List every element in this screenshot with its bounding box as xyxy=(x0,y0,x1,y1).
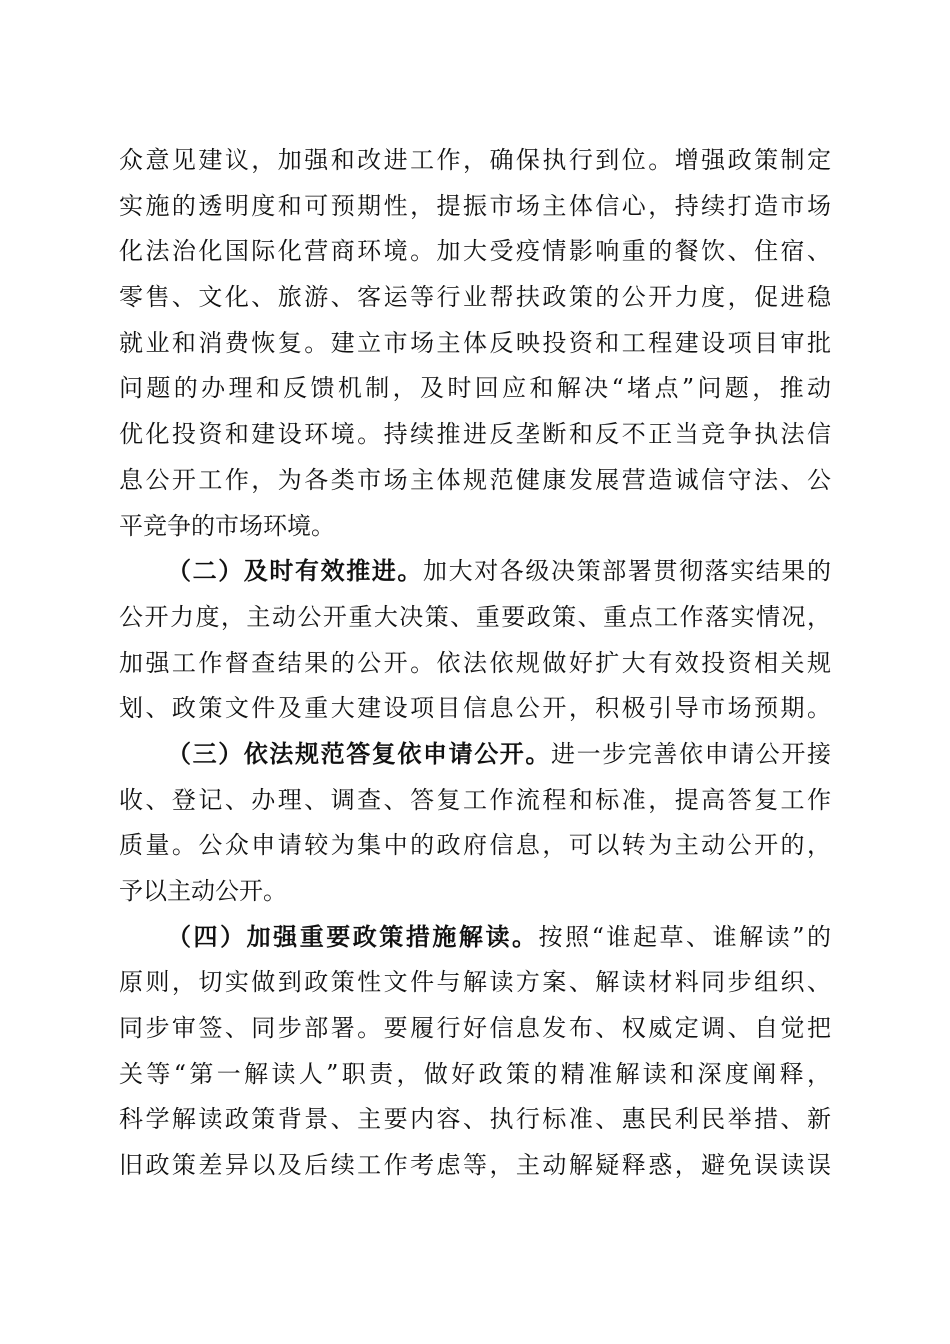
section-heading: （四）加强重要政策措施解读。 xyxy=(167,922,539,951)
text-line: 息公开工作，为各类市场主体规范健康发展营造诚信守法、公 xyxy=(119,465,831,494)
text-line: 加强工作督查结果的公开。依法依规做好扩大有效投资相关规 xyxy=(119,648,831,677)
text-line: 问题的办理和反馈机制，及时回应和解决“堵点”问题，推动 xyxy=(119,374,831,403)
text-line: 原则，切实做到政策性文件与解读方案、解读材料同步组织、 xyxy=(119,968,831,997)
text-line: 同步审签、同步部署。要履行好信息发布、权威定调、自觉把 xyxy=(119,1014,831,1043)
paragraph-4 xyxy=(119,915,831,1189)
text-line: 划、政策文件及重大建设项目信息公开，积极引导市场预期。 xyxy=(119,694,831,723)
body-text xyxy=(119,138,831,1189)
text-line: 关等“第一解读人”职责，做好政策的精准解读和深度阐释， xyxy=(119,1059,831,1088)
text-line: 就业和消费恢复。建立市场主体反映投资和工程建设项目审批 xyxy=(119,328,831,357)
text-line: 化法治化国际化营商环境。加大受疫情影响重的餐饮、住宿、 xyxy=(119,237,831,266)
text-line: 众意见建议，加强和改进工作，确保执行到位。增强政策制定 xyxy=(119,146,831,174)
text-line: 旧政策差异以及后续工作考虑等，主动解疑释惑，避免误读误 xyxy=(119,1151,831,1180)
text-span: 按照“谁起草、谁解读”的 xyxy=(538,922,831,951)
text-line xyxy=(119,549,831,595)
text-line: 平竞争的市场环境。 xyxy=(119,511,335,540)
text-line: 予以主动公开。 xyxy=(119,877,287,905)
text-line: 科学解读政策背景、主要内容、执行标准、惠民利民举措、新 xyxy=(119,1105,831,1134)
paragraph-1 xyxy=(119,138,831,549)
text-line: 公开力度，主动公开重大决策、重要政策、重点工作落实情况， xyxy=(119,602,831,631)
text-line: 实施的透明度和可预期性，提振市场主体信心，持续打造市场 xyxy=(119,191,831,220)
text-line xyxy=(119,732,831,778)
text-line: 零售、文化、旅游、客运等行业帮扶政策的公开力度，促进稳 xyxy=(119,283,831,312)
text-line: 质量。公众申请较为集中的政府信息，可以转为主动公开的， xyxy=(119,831,831,860)
paragraph-3 xyxy=(119,732,831,915)
text-line xyxy=(119,915,831,961)
paragraph-2 xyxy=(119,549,831,732)
text-line: 收、登记、办理、调查、答复工作流程和标准，提高答复工作 xyxy=(119,785,831,814)
text-span: 进一步完善依申请公开接 xyxy=(551,739,831,768)
section-heading: （三）依法规范答复依申请公开。 xyxy=(167,739,551,768)
text-span: 加大对各级决策部署贯彻落实结果的 xyxy=(423,557,831,586)
section-heading: （二）及时有效推进。 xyxy=(167,557,423,586)
text-line: 优化投资和建设环境。持续推进反垄断和反不正当竞争执法信 xyxy=(119,420,831,449)
